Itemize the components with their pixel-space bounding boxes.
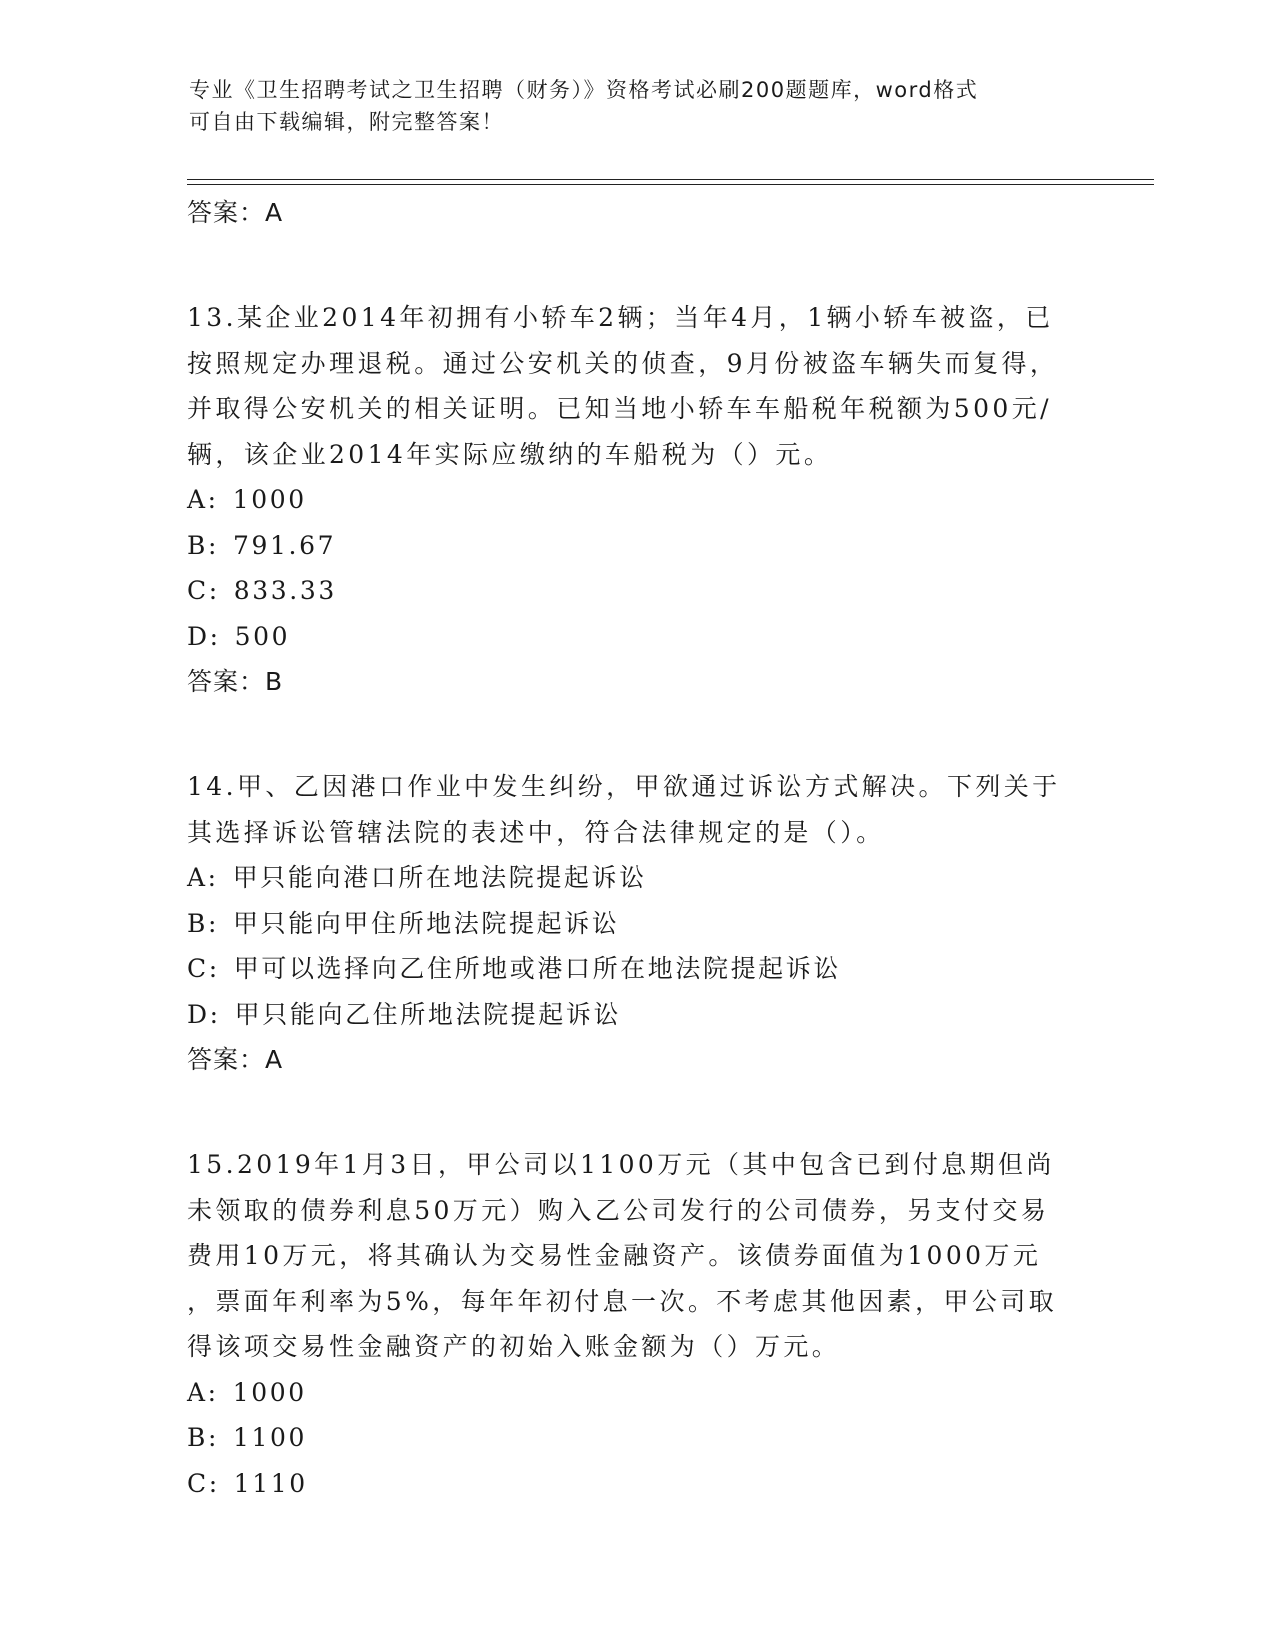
option-d: [187, 614, 1087, 660]
question-line: 按照规定办理退税。通过公安机关的侦查，9月份被盗车辆失而复得，: [187, 348, 1059, 378]
option-text: 甲只能向港口所在地法院提起诉讼: [232, 863, 647, 892]
option-text: 甲只能向乙住所地法院提起诉讼: [234, 999, 622, 1029]
option-text: 791.67: [233, 530, 337, 560]
option-text: 833.33: [233, 576, 337, 605]
option-key: A:: [187, 1377, 219, 1407]
question-text: [187, 295, 1077, 477]
option-key: A:: [187, 863, 219, 892]
answer-line: 答案：B: [187, 667, 284, 696]
option-text: 甲可以选择向乙住所地或港口所在地法院提起诉讼: [233, 954, 841, 983]
option-key: B:: [187, 908, 219, 938]
question-15: [187, 1142, 1087, 1506]
option-text: 1110: [233, 1468, 308, 1498]
document-header: [189, 74, 1069, 138]
header-divider-bottom: [187, 184, 1154, 185]
option-text: 500: [234, 621, 291, 651]
question-line: 15.2019年1月3日，甲公司以1100万元（其中包含已到付息期但尚: [187, 1150, 1055, 1179]
option-b: [187, 523, 1087, 569]
option-c: [187, 1461, 1087, 1507]
option-key: C:: [187, 576, 220, 605]
question-line: 得该项交易性金融资产的初始入账金额为（）万元。: [187, 1332, 841, 1361]
option-key: A:: [187, 485, 219, 514]
answer-line: 答案：A: [187, 198, 284, 227]
header-line-1: 专业《卫生招聘考试之卫生招聘（财务）》资格考试必刷200题题库，word格式: [189, 78, 979, 102]
option-c: [187, 946, 1087, 992]
question-text: [187, 764, 1077, 855]
option-text: 1000: [232, 485, 307, 514]
question-line: 辆，该企业2014年实际应缴纳的车船税为（）元。: [187, 439, 833, 469]
question-line: 13.某企业2014年初拥有小轿车2辆；当年4月，1辆小轿车被盗，已: [187, 303, 1054, 332]
option-a: [187, 477, 1087, 523]
option-key: B:: [187, 1423, 219, 1452]
header-divider-top: [187, 179, 1154, 180]
question-text: [187, 1142, 1077, 1370]
question-line: 14.甲、乙因港口作业中发生纠纷，甲欲通过诉讼方式解决。下列关于: [187, 772, 1061, 801]
question-14: [187, 764, 1087, 1082]
question-line: 费用10万元，将其确认为交易性金融资产。该债券面值为1000万元: [187, 1241, 1042, 1270]
option-a: [187, 1370, 1087, 1416]
option-text: 1100: [233, 1423, 308, 1452]
option-key: D:: [187, 999, 221, 1029]
question-line: ，票面年利率为5%，每年年初付息一次。不考虑其他因素，甲公司取: [187, 1286, 1058, 1316]
option-d: [187, 992, 1087, 1038]
question-13: [187, 295, 1087, 704]
option-text: 1000: [232, 1377, 307, 1407]
option-c: [187, 568, 1087, 614]
header-line-2: 可自由下载编辑，附完整答案！: [189, 110, 504, 134]
option-key: B:: [187, 530, 219, 560]
question-line: 并取得公安机关的相关证明。已知当地小轿车车船税年税额为500元/: [187, 394, 1052, 423]
option-a: [187, 855, 1087, 901]
answer-line: 答案：A: [187, 1045, 284, 1074]
option-key: D:: [187, 621, 221, 651]
question-line: 未领取的债券利息50万元）购入乙公司发行的公司债券，另支付交易: [187, 1195, 1050, 1225]
option-text: 甲只能向甲住所地法院提起诉讼: [233, 908, 620, 938]
option-key: C:: [187, 1468, 220, 1498]
option-b: [187, 901, 1087, 947]
question-line: 其选择诉讼管辖法院的表述中，符合法律规定的是（）。: [187, 817, 885, 847]
option-key: C:: [187, 954, 220, 983]
document-body: [187, 190, 1087, 1506]
option-b: [187, 1415, 1087, 1461]
